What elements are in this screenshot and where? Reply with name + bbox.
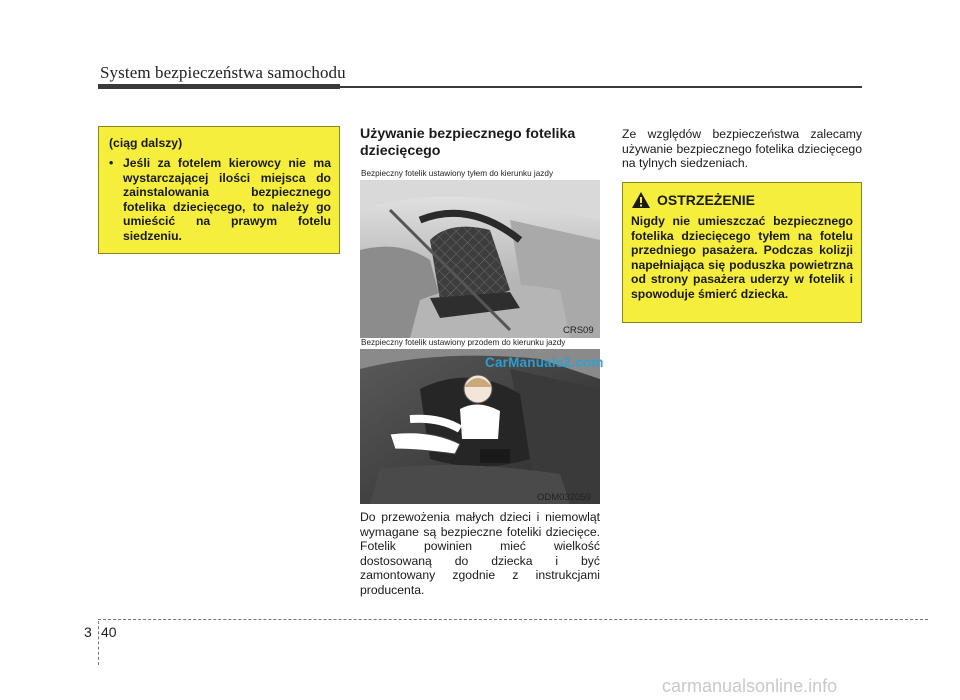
header-rule-thin	[340, 86, 862, 88]
page-header-title: System bezpieczeństwa samochodu	[100, 63, 346, 82]
section-number: 3	[84, 624, 92, 640]
continued-heading: (ciąg dalszy)	[109, 136, 183, 150]
warning-box	[622, 182, 862, 323]
forward-facing-seat-figure	[360, 349, 600, 504]
header-rule-thick	[98, 84, 340, 89]
continued-bullet-text: Jeśli za fotelem kierowcy nie ma wystarczającej ilości miejsca do zainstalowania bezpiecznego fotelika dziecięcego, to należy go umieścić na prawym fotelu siedzeniu.	[123, 156, 331, 243]
footer-rule	[98, 619, 928, 620]
right-column-intro: Ze względów bezpieczeństwa zalecamy używanie bezpiecznego fotelika dziecięcego na tylnych siedzeniach.	[622, 127, 862, 171]
warning-header	[631, 191, 853, 209]
rear-facing-seat-figure	[360, 180, 600, 338]
warning-text: Nigdy nie umieszczać bezpiecznego fotelika dziecięcego tyłem na fotelu przedniego pasażera. Podczas kolizji napełniająca się poduszka powietrzna od strony pasażera uderzy w fotelik i spowoduje śmierć dziecka.	[631, 214, 853, 301]
bullet-symbol: •	[109, 156, 114, 170]
figure-1-caption: Bezpieczny fotelik ustawiony tyłem do kierunku jazdy	[361, 169, 554, 178]
warning-triangle-icon	[631, 191, 651, 209]
figure-1-code: CRS09	[563, 325, 594, 336]
continued-note-box	[98, 126, 340, 254]
forward-facing-seat-illustration	[360, 349, 600, 504]
footer-site-watermark: carmanualsonline.info	[662, 676, 838, 696]
watermark-text: CarManuals2.com	[485, 355, 604, 370]
figure-2-caption: Bezpieczny fotelik ustawiony przodem do kierunku jazdy	[361, 338, 566, 347]
warning-title: OSTRZEŻENIE	[657, 192, 756, 208]
continued-bullet	[109, 156, 331, 244]
rear-facing-seat-illustration	[360, 180, 600, 338]
footer-divider	[98, 621, 99, 665]
section-title: Używanie bezpiecznego fotelika dziecięcego	[360, 126, 576, 159]
section-body-text: Do przewożenia małych dzieci i niemowląt wymagane są bezpieczne foteliki dziecięce. Fotelik powinien mieć wielkość dostosowaną do dziecka i być zamontowany zgodnie z instrukcjami producenta.	[360, 510, 600, 597]
figure-2-code: ODM032059	[537, 492, 591, 503]
page-number: 40	[101, 624, 117, 640]
